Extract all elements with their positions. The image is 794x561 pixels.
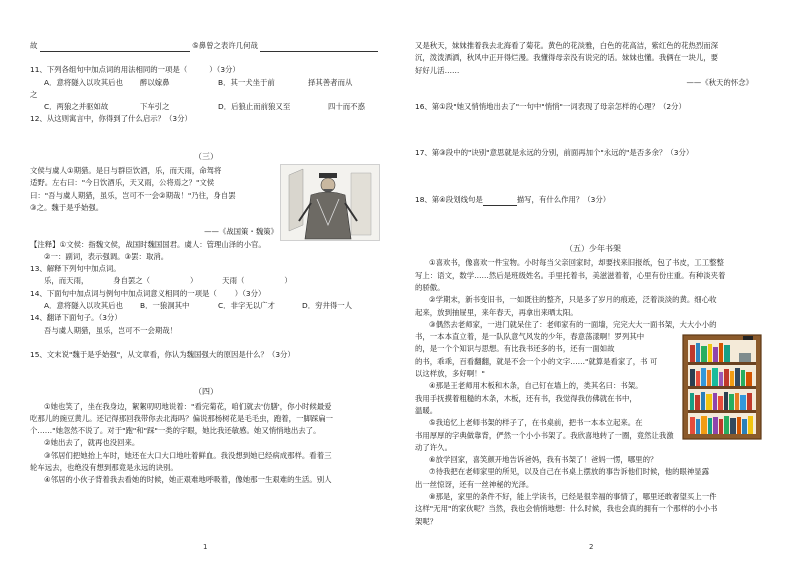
question-text: 描写，有什么作用？（3分） xyxy=(516,194,611,204)
question-text: 14、下面句中加点词与例句中加点词意义相同的一项是（ xyxy=(30,288,217,298)
passage-3-line: 适野。左右曰："今日饮酒乐，天又雨，公将焉之？"文侯 xyxy=(30,178,215,188)
passage-5-line: 的，是一个个知识与思想。有比我书还多的书，还有一面如故 xyxy=(415,344,615,354)
top-line-start: 故 xyxy=(30,41,38,50)
passage-5-line: ③偶然去老师家，一进门就呆住了：老师家有的一面墙，完完大大一面书架，大大小小的 xyxy=(429,319,717,329)
passage-4-line: 轮车远去，也绝没有想到那竟是永远的诀别。 xyxy=(30,463,178,473)
option-b: B．其一犬坐于前 xyxy=(218,77,275,87)
passage-5-line: ②学期末，新书变旧书，一如既往的整齐，只是多了岁月的痕迹，泛着淡淡的黄。细心收 xyxy=(429,295,717,305)
question-15: 15、文末说"魏于是乎始强"，从文章看，你认为魏国强大的原因是什么？（3分） xyxy=(30,349,295,359)
option-d-example: 四十而不惑 xyxy=(328,102,365,112)
q13-item: 身自罢之（ xyxy=(113,276,151,286)
option-d: D．后狼止而前狼又至 xyxy=(218,102,291,112)
question-score: ）（3分） xyxy=(234,288,266,298)
passage-4-continued: 又是秋天，妹妹推着我去北海看了菊花。黄色的花淡雅，白色的花高洁，紫红色的花热烈而深 xyxy=(415,41,719,50)
q11-options-row1 xyxy=(30,77,382,89)
answer-blank[interactable] xyxy=(40,42,190,52)
passage-3-source: ——《战国策・魏策》 xyxy=(204,227,278,237)
option-c: C．两狼之并驱如故 xyxy=(44,102,109,112)
passage-3-line: 曰："吾与虞人期猎，虽乐，岂可不一会②期哉！"乃往，身自罢 xyxy=(30,190,236,200)
option-c-example: 下车引之 xyxy=(140,102,170,112)
passage-4-line: ④邻居的小伙子背着我去看她的时候，她正艰难地呼吸着，像她那一生艰难的生活。别人 xyxy=(44,475,332,485)
passage-5-line: ⑧那是，家里的条件不好，能上学读书，已经是很幸福的事情了，哪里还敢奢望买上一件 xyxy=(429,492,717,502)
option-b: B．一狼洞其中 xyxy=(140,301,190,311)
passage-5-line: 温暖。 xyxy=(415,405,438,415)
passage-4-line: ③邻居们把她抬上车时，她还在大口大口地吐着鲜血。我没想到她已经病成那样。看着三 xyxy=(44,450,332,460)
passage-5-line: 的书，乖乖，百看翻翻，就是不会一个小的文字……"就算是看家了，书 可 xyxy=(415,356,658,366)
question-11 xyxy=(30,64,382,76)
q13-blanks xyxy=(30,275,382,287)
passage-4-line: 个……"她忽然不说了。对于"跑"和"踩"一类的字眼，她比我还敏感。她又悄悄地出去了。 xyxy=(30,426,321,436)
passage-5-line: ⑤我追忆上老师书架的样子了，在书桌前，把书一本本立起来。在 xyxy=(429,418,643,428)
left-column xyxy=(30,40,382,487)
passage-4-source: ——《秋天的怀念》 xyxy=(686,77,753,87)
right-column xyxy=(415,40,771,528)
bookshelf-icon xyxy=(681,331,763,441)
ancient-figure-illustration-icon xyxy=(280,164,380,241)
option-c: C．非字无以广才 xyxy=(218,301,275,311)
passage-5-line: 这样"无用"的家伙呢？当然，我也会悄悄地想：什么时候，我也会真的拥有一个那样的小小书 xyxy=(415,504,718,514)
q13-item: 天雨（ xyxy=(222,276,245,286)
page-number-left: 1 xyxy=(203,543,208,551)
page-number-right: 2 xyxy=(589,543,594,551)
passage-5-line: 我用手抚摸着粗糙的木条，木板，还有书，我觉得我仿佛就在书中， xyxy=(415,393,637,403)
top-line xyxy=(30,40,382,52)
passage-5-line: 的骄傲。 xyxy=(415,282,445,292)
answer-blank[interactable] xyxy=(483,196,517,206)
translate-sentence: 吾与虞人期猎，虽乐，岂可不一会期哉！ xyxy=(44,325,178,335)
q11-options-row2 xyxy=(30,101,382,113)
passage-4-continued: 沉，泼泼洒洒，秋风中正开得烂漫。我懂得母亲没有说完的话。妹妹也懂。我俩在一块儿，要 xyxy=(415,53,719,63)
question-13: 13、解释下列句中加点词。 xyxy=(30,264,121,274)
passage-5-line: 写上：语文，数学……然后是班级姓名。手里托着书，美滋滋着着，心里有份庄重。有种淡夹着 xyxy=(415,270,726,280)
passage-5-line: 架呢？ xyxy=(415,516,438,526)
option-b-example: 择其善者而从 xyxy=(308,77,353,87)
q13-context: 乐，而天雨， xyxy=(44,276,89,286)
option-d: D．穷井得一人 xyxy=(302,301,353,311)
passage-5-line: 出一丝惊讶，还有一丝神秘的光泽。 xyxy=(415,479,534,489)
passage-5-line: ④那是王老师用木板和木条，自己钉在墙上的，类其名曰：书架。 xyxy=(429,381,643,391)
question-14 xyxy=(30,288,382,300)
option-a: A．意将隧入以攻其后也 xyxy=(44,77,123,87)
passage-5-line: 书用厚厚的字典做靠背，俨然一个小小书架了。我欣喜地转了一圈，竟然让我激 xyxy=(415,430,674,440)
question-16: 16、第①段"她又悄悄地出去了"一句中"悄悄"一词表现了母亲怎样的心理？（2分） xyxy=(415,102,686,112)
passage-4-line: ①她也笑了，坐在我身边，絮絮叨叨地说着："看完菊花，咱们就去'仿膳'，你小时候最爱 xyxy=(44,401,332,411)
passage-4-continued: 好好儿活…… xyxy=(415,65,460,75)
passage-4-line: ②她出去了，就再也没回来。 xyxy=(44,438,140,448)
question-14-translate: 14、翻译下面句子。（3分） xyxy=(30,313,122,323)
section-5-heading: （五）少年书架 xyxy=(565,244,621,254)
passage-5-line: ①喜欢书，像喜欢一件宝物。小时每当父亲回家时，却要找来旧报纸，包了书皮，工工整整 xyxy=(429,258,724,268)
annotation-line: 【注释】①文侯：指魏文侯，战国时魏国国君。虞人：管理山泽的小官。 xyxy=(30,239,266,249)
passage-3-line: ③之。魏于是乎始强。 xyxy=(30,202,104,212)
question-score: ）（3分） xyxy=(209,65,240,75)
passage-4-line: 吃那儿的豌豆黄儿。还记得那回我带你去北海吗？偏说那杨树花是毛毛虫，跑着，一脚踩扁一 xyxy=(30,413,334,423)
question-18 xyxy=(415,194,771,206)
option-a-example: 醉以嫁鼻 xyxy=(140,77,170,87)
question-text: 11、下列各组句中加点词的用法相同的一项是（ xyxy=(30,65,188,75)
passage-5-with-illustration xyxy=(415,331,771,429)
passage-5-line: 书，一本本直立着，是一队队意气风发的少年，春意荡漾啊！罗列其中 xyxy=(415,332,645,342)
question-text: 18、第④段划线句是 xyxy=(415,194,483,204)
section-3-heading: （三） xyxy=(194,151,218,161)
passage-3 xyxy=(30,165,382,238)
answer-blank[interactable] xyxy=(260,42,378,52)
q13-close: ） xyxy=(190,276,198,286)
passage-5-line: ⑥放学回家，喜笑颜开地告诉爸妈，我有书架了！爸妈一愣，哪里的？ xyxy=(429,455,658,465)
section-4-heading: （四） xyxy=(194,387,218,397)
q14-options xyxy=(30,300,382,312)
option-a: A．意将隧入以攻其后也 xyxy=(44,301,123,311)
q13-close: ） xyxy=(284,276,292,286)
passage-5-line: 动了许久。 xyxy=(415,442,452,452)
passage-3-line: 文侯与虞人①期猎。是日与群臣饮酒，乐，而天雨，命驾将 xyxy=(30,166,222,176)
passage-5-line: 起来，放到抽屉里，来年春天，再拿出来晒太阳。 xyxy=(415,307,578,317)
top-line-end: ⑤鼻曾之表许几何哉 xyxy=(192,41,258,50)
passage-5-line: 以这样放，多好啊！" xyxy=(415,369,485,379)
annotation-line: ②一：副词，表示强调。③罢：取消。 xyxy=(44,251,169,261)
passage-5-line: ⑦待我把在老师家里的所见，以及自己在书桌上摆放的事告诉他们时候，他的眼神显露 xyxy=(429,467,710,477)
question-12: 12、从这则寓言中，你得到了什么启示？（3分） xyxy=(30,114,192,124)
q11-continuation: 之 xyxy=(30,89,38,99)
question-17: 17、第③段中的"诀别"意思就是永远的分别，前面再加个"永远的"是否多余？（3分） xyxy=(415,148,694,158)
